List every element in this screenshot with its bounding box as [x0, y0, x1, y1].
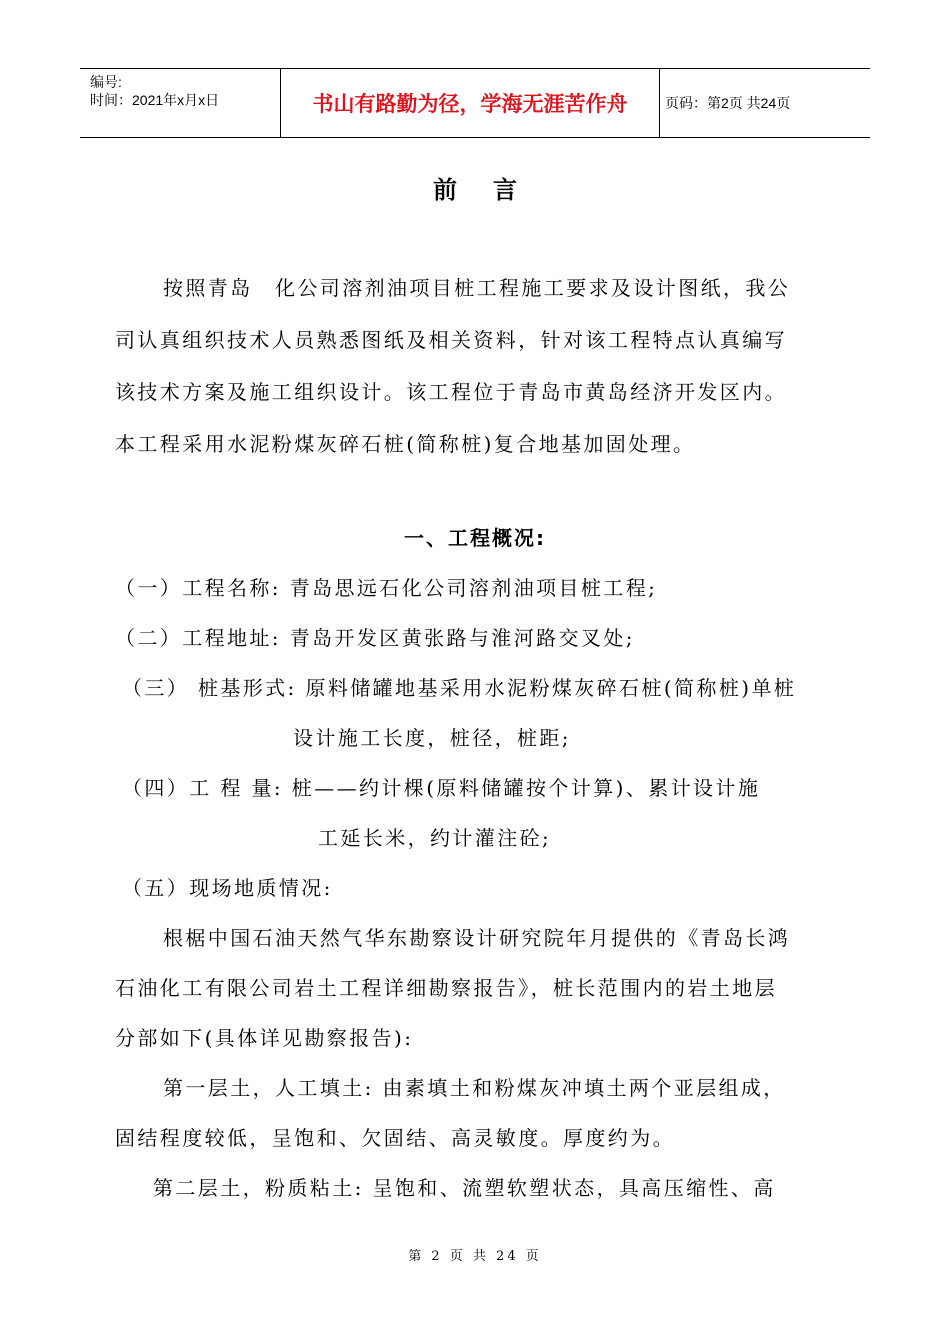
body-line: 固结程度较低，呈饱和、欠固结、高灵敏度。厚度约为。 [115, 1126, 675, 1150]
overview-item: （一）工程名称: 青岛思远石化公司溶剂油项目桩工程; [115, 576, 658, 600]
overview-item: （二）工程地址: 青岛开发区黄张路与淮河路交叉处; [115, 626, 635, 650]
intro-line: 按照青岛 化公司溶剂油项目桩工程施工要求及设计图纸，我公 [163, 276, 791, 300]
body-line: 第二层土，粉质粘土: 呈饱和、流塑软塑状态，具高压缩性、高 [153, 1176, 776, 1200]
page-header [80, 68, 870, 138]
number-label: 编号: [90, 74, 122, 90]
body-line: 第一层土，人工填土: 由素填土和粉煤灰冲填土两个亚层组成， [163, 1076, 786, 1100]
body-line: 石油化工有限公司岩土工程详细勘察报告》，桩长范围内的岩土地层 [115, 976, 777, 1000]
intro-line: 本工程采用水泥粉煤灰碎石桩(简称桩)复合地基加固处理。 [115, 432, 696, 456]
overview-item: （五）现场地质情况: [122, 876, 333, 900]
page-number-label: 页码：第2页 共24页 [665, 95, 791, 111]
time-label: 时间：2021年x月x日 [90, 92, 220, 108]
body-line: 根椐中国石油天然气华东勘察设计研究院年月提供的《青岛长鸿 [163, 926, 791, 950]
page-footer: 第 2 页 共 24 页 [408, 1249, 542, 1264]
header-motto: 书山有路勤为径，学海无涯苦作舟 [312, 92, 628, 116]
overview-item-cont: 工延长米，约计灌注砼; [318, 826, 552, 850]
intro-line: 该技术方案及施工组织设计。该工程位于青岛市黄岛经济开发区内。 [115, 380, 787, 404]
intro-line: 司认真组织技术人员熟悉图纸及相关资料，针对该工程特点认真编写 [115, 328, 787, 352]
body-line: 分部如下(具体详见勘察报告): [115, 1026, 414, 1050]
section-heading: 一、工程概况: [404, 526, 546, 550]
page-title: 前言 [433, 176, 553, 204]
overview-item: （三） 桩基形式: 原料储罐地基采用水泥粉煤灰碎石桩(简称桩)单桩 [122, 676, 797, 700]
overview-item: （四）工 程 量: 桩——约计棵(原料储罐按个计算)、累计设计施 [122, 776, 761, 800]
header-info [80, 69, 280, 141]
header-motto-cell [280, 69, 660, 137]
overview-item-cont: 设计施工长度，桩径，桩距; [293, 726, 571, 750]
